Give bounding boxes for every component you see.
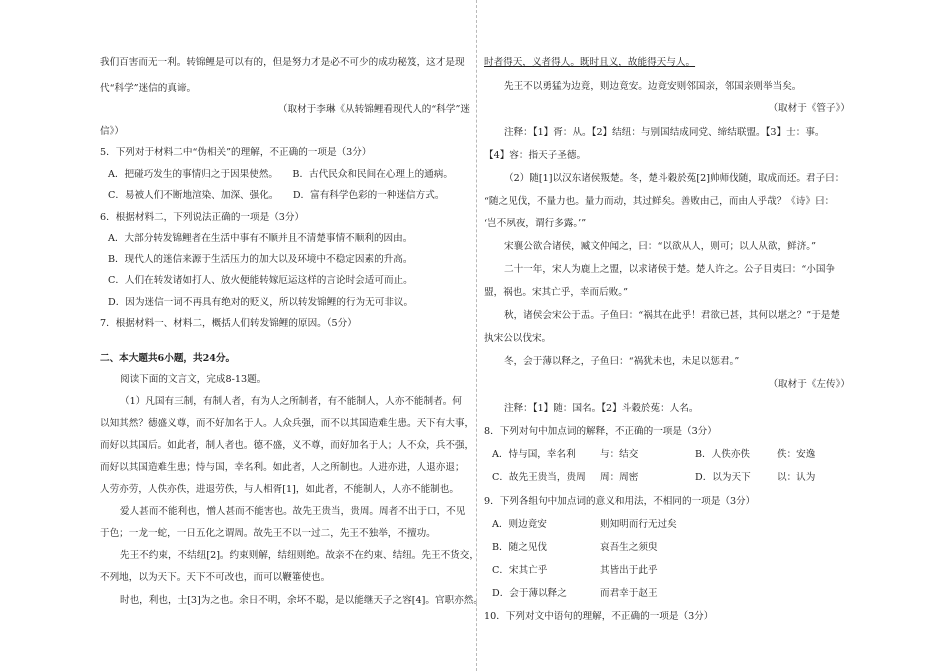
q6-option-d: D．因为迷信一词不再具有绝对的贬义，所以转发锦鲤的行为无可非议。 [108, 297, 414, 308]
passage-line: 秋，诸侯会宋公于盂。子鱼曰：“祸其在此乎！君欲已甚，其何以堪之？”于是楚 [504, 310, 840, 321]
passage-line: （1）凡国有三制，有制人者，有为人之所制者，有不能制人，人亦不能制者。何 [120, 396, 462, 407]
q5-options-cd: C．易被人们不断地渲染、加深、强化。 D．富有科学色彩的一种迷信方式。 [108, 190, 445, 201]
text-line: 代“科学”迷信的真谛。 [100, 83, 197, 94]
q9-option-c: C．宋其亡乎 [492, 565, 548, 576]
reading-instruction: 阅读下面的文言文，完成8-13题。 [120, 374, 267, 385]
annotation-line: 注释：【1】胥：从。【2】结纽：与别国结成同党、缔结联盟。【3】士：事。 [504, 127, 825, 138]
q8-option-c: C．故先王贵当，贵周 [492, 472, 586, 483]
q8-option-a-gloss: 与：结交 [600, 449, 639, 460]
q9-option-c-pair: 其皆出于此乎 [600, 565, 658, 576]
passage-line: 时者得天，义者得人。既时且义，故能得天与人。 [484, 57, 696, 68]
passage-line: 二十一年，宋人为鹿上之盟，以求诸侯于楚。楚人许之。公子目夷曰：“小国争 [504, 264, 836, 275]
passage-line: （2）随[1]以汉东诸侯叛楚。冬，楚斗穀於菟[2]帅师伐随，取成而还。君子曰： [504, 173, 845, 184]
q9-option-a-pair: 则知明而行无过矣 [600, 519, 677, 530]
question-5: 5．下列对于材料二中“伪相关”的理解，不正确的一项是（3分） [100, 147, 372, 158]
question-6: 6．根据材料二，下列说法正确的一项是（3分） [100, 212, 305, 223]
q9-option-d-pair: 而君幸于赵王 [600, 588, 658, 599]
q9-option-b-pair: 哀吾生之须臾 [600, 542, 658, 553]
q8-option-a: A．恃与国，幸名利 [492, 449, 576, 460]
source-citation: （取材于《管子》） [768, 103, 850, 114]
passage-line: ‘岂不夙夜，谓行多露。’” [484, 218, 587, 229]
passage-line: 宋襄公欲合诸侯，臧文仲闻之，曰：“以欲从人，则可；以人从欲，鲜济。” [504, 241, 817, 252]
passage-line: 冬，会于薄以释之，子鱼曰：“祸犹未也，未足以惩君。” [504, 356, 740, 367]
q6-option-c: C．人们在转发诸如打人、放火便能转嫁厄运这样的言论时会适可而止。 [108, 275, 413, 286]
left-column [100, 0, 483, 671]
q8-option-row [492, 450, 850, 460]
passage-line: 爱人甚而不能利也，憎人甚而不能害也。故先王贵当，贵周。周者不出于口，不见 [120, 506, 466, 517]
q9-option-row [492, 589, 850, 599]
passage-line: 先王不约束，不结纽[2]。约束则解，结纽则绝。故亲不在约束、结纽。先王不货交， [120, 550, 479, 561]
passage-line: “随之见伐，不量力也。量力而动，其过鲜矣。善败由己，而由人乎哉？《诗》曰： [484, 196, 835, 207]
passage-line: 不列地，以为天下。天下不可改也，而可以鞭箠使也。 [100, 572, 331, 583]
source-citation: （取材于《左传》） [768, 379, 850, 390]
annotation-line: 注释：【1】随：国名。【2】斗穀於菟：人名。 [504, 403, 699, 414]
source-citation-end: 信》） [100, 126, 124, 137]
q9-option-row [492, 566, 850, 576]
passage-line: 于色；一龙一蛇，一日五化之谓周。故先王不以一过二，先王不独举，不擅功。 [100, 528, 436, 539]
q8-option-b: B．人佚亦佚 [695, 449, 751, 460]
q8-option-b-gloss: 佚：安逸 [777, 449, 816, 460]
question-9: 9．下列各组句中加点词的意义和用法，不相同的一项是（3分） [484, 496, 756, 507]
q6-option-a: A．大部分转发锦鲤者在生活中事有不顺并且不清楚事情不顺利的因由。 [108, 233, 413, 244]
question-7: 7．根据材料一、材料二，概括人们转发锦鲤的原因。（5分） [100, 318, 357, 329]
passage-line: 人劳亦劳，人佚亦佚，进退劳佚，与人相胥[1]，如此者，不能制人，人亦不能制也。 [100, 484, 459, 495]
q9-option-row [492, 520, 850, 530]
source-citation: （取材于李琳《从转锦鲤看现代人的“科学”迷 [277, 104, 470, 115]
passage-line: 执宋公以伐宋。 [484, 333, 552, 344]
q9-option-a: A．则边竟安 [492, 519, 547, 530]
text-line: 我们百害而无一利。转锦鲤是可以有的，但是努力才是必不可少的成功秘笈，这才是现 [100, 57, 465, 68]
q8-option-c-gloss: 周：周密 [600, 472, 639, 483]
question-10: 10．下列对文中语句的理解，不正确的一项是（3分） [484, 611, 714, 622]
section-heading: 二、本大题共6小题，共24分。 [100, 353, 236, 364]
passage-line: 以知其然？德盛义尊，而不好加名于人。人众兵强，而不以其国造难生患。天下有大事， [100, 418, 475, 429]
q9-option-d: D．会于薄以释之 [492, 588, 567, 599]
q8-option-d-gloss: 以：认为 [777, 472, 816, 483]
passage-line: 而好以其国造难生患；恃与国，幸名利。如此者，人之所制也。人进亦进，人退亦退； [100, 462, 465, 473]
q8-option-d: D．以为天下 [695, 472, 751, 483]
question-8: 8．下列对句中加点词的解释，不正确的一项是（3分） [484, 426, 717, 437]
q9-option-b: B．随之见伐 [492, 542, 548, 553]
right-column [484, 0, 850, 671]
q9-option-row [492, 543, 850, 553]
passage-line: 时也，利也，士[3]为之也。余日不明，余坏不聪，是以能继天子之容[4]。官职亦然。 [120, 595, 483, 606]
q6-option-b: B．现代人的迷信来源于生活压力的加大以及环境中不稳定因素的升高。 [108, 254, 413, 265]
annotation-line: 【4】容：指天子圣德。 [484, 150, 587, 161]
passage-line: 先王不以勇猛为边竟，则边竟安。边竟安则邻国亲，邻国亲则举当矣。 [504, 81, 802, 92]
q5-options-ab: A．把碰巧发生的事情归之于因果使然。 B．古代民众和民间在心理上的通病。 [108, 169, 453, 180]
column-divider [476, 0, 477, 671]
q8-option-row [492, 473, 850, 483]
passage-line: 盟，祸也。宋其亡乎，幸而后败。” [484, 287, 629, 298]
passage-line: 而好以其国后。如此者，制人者也。德不盛，义不尊，而好加名于人；人不众，兵不强， [100, 440, 475, 451]
